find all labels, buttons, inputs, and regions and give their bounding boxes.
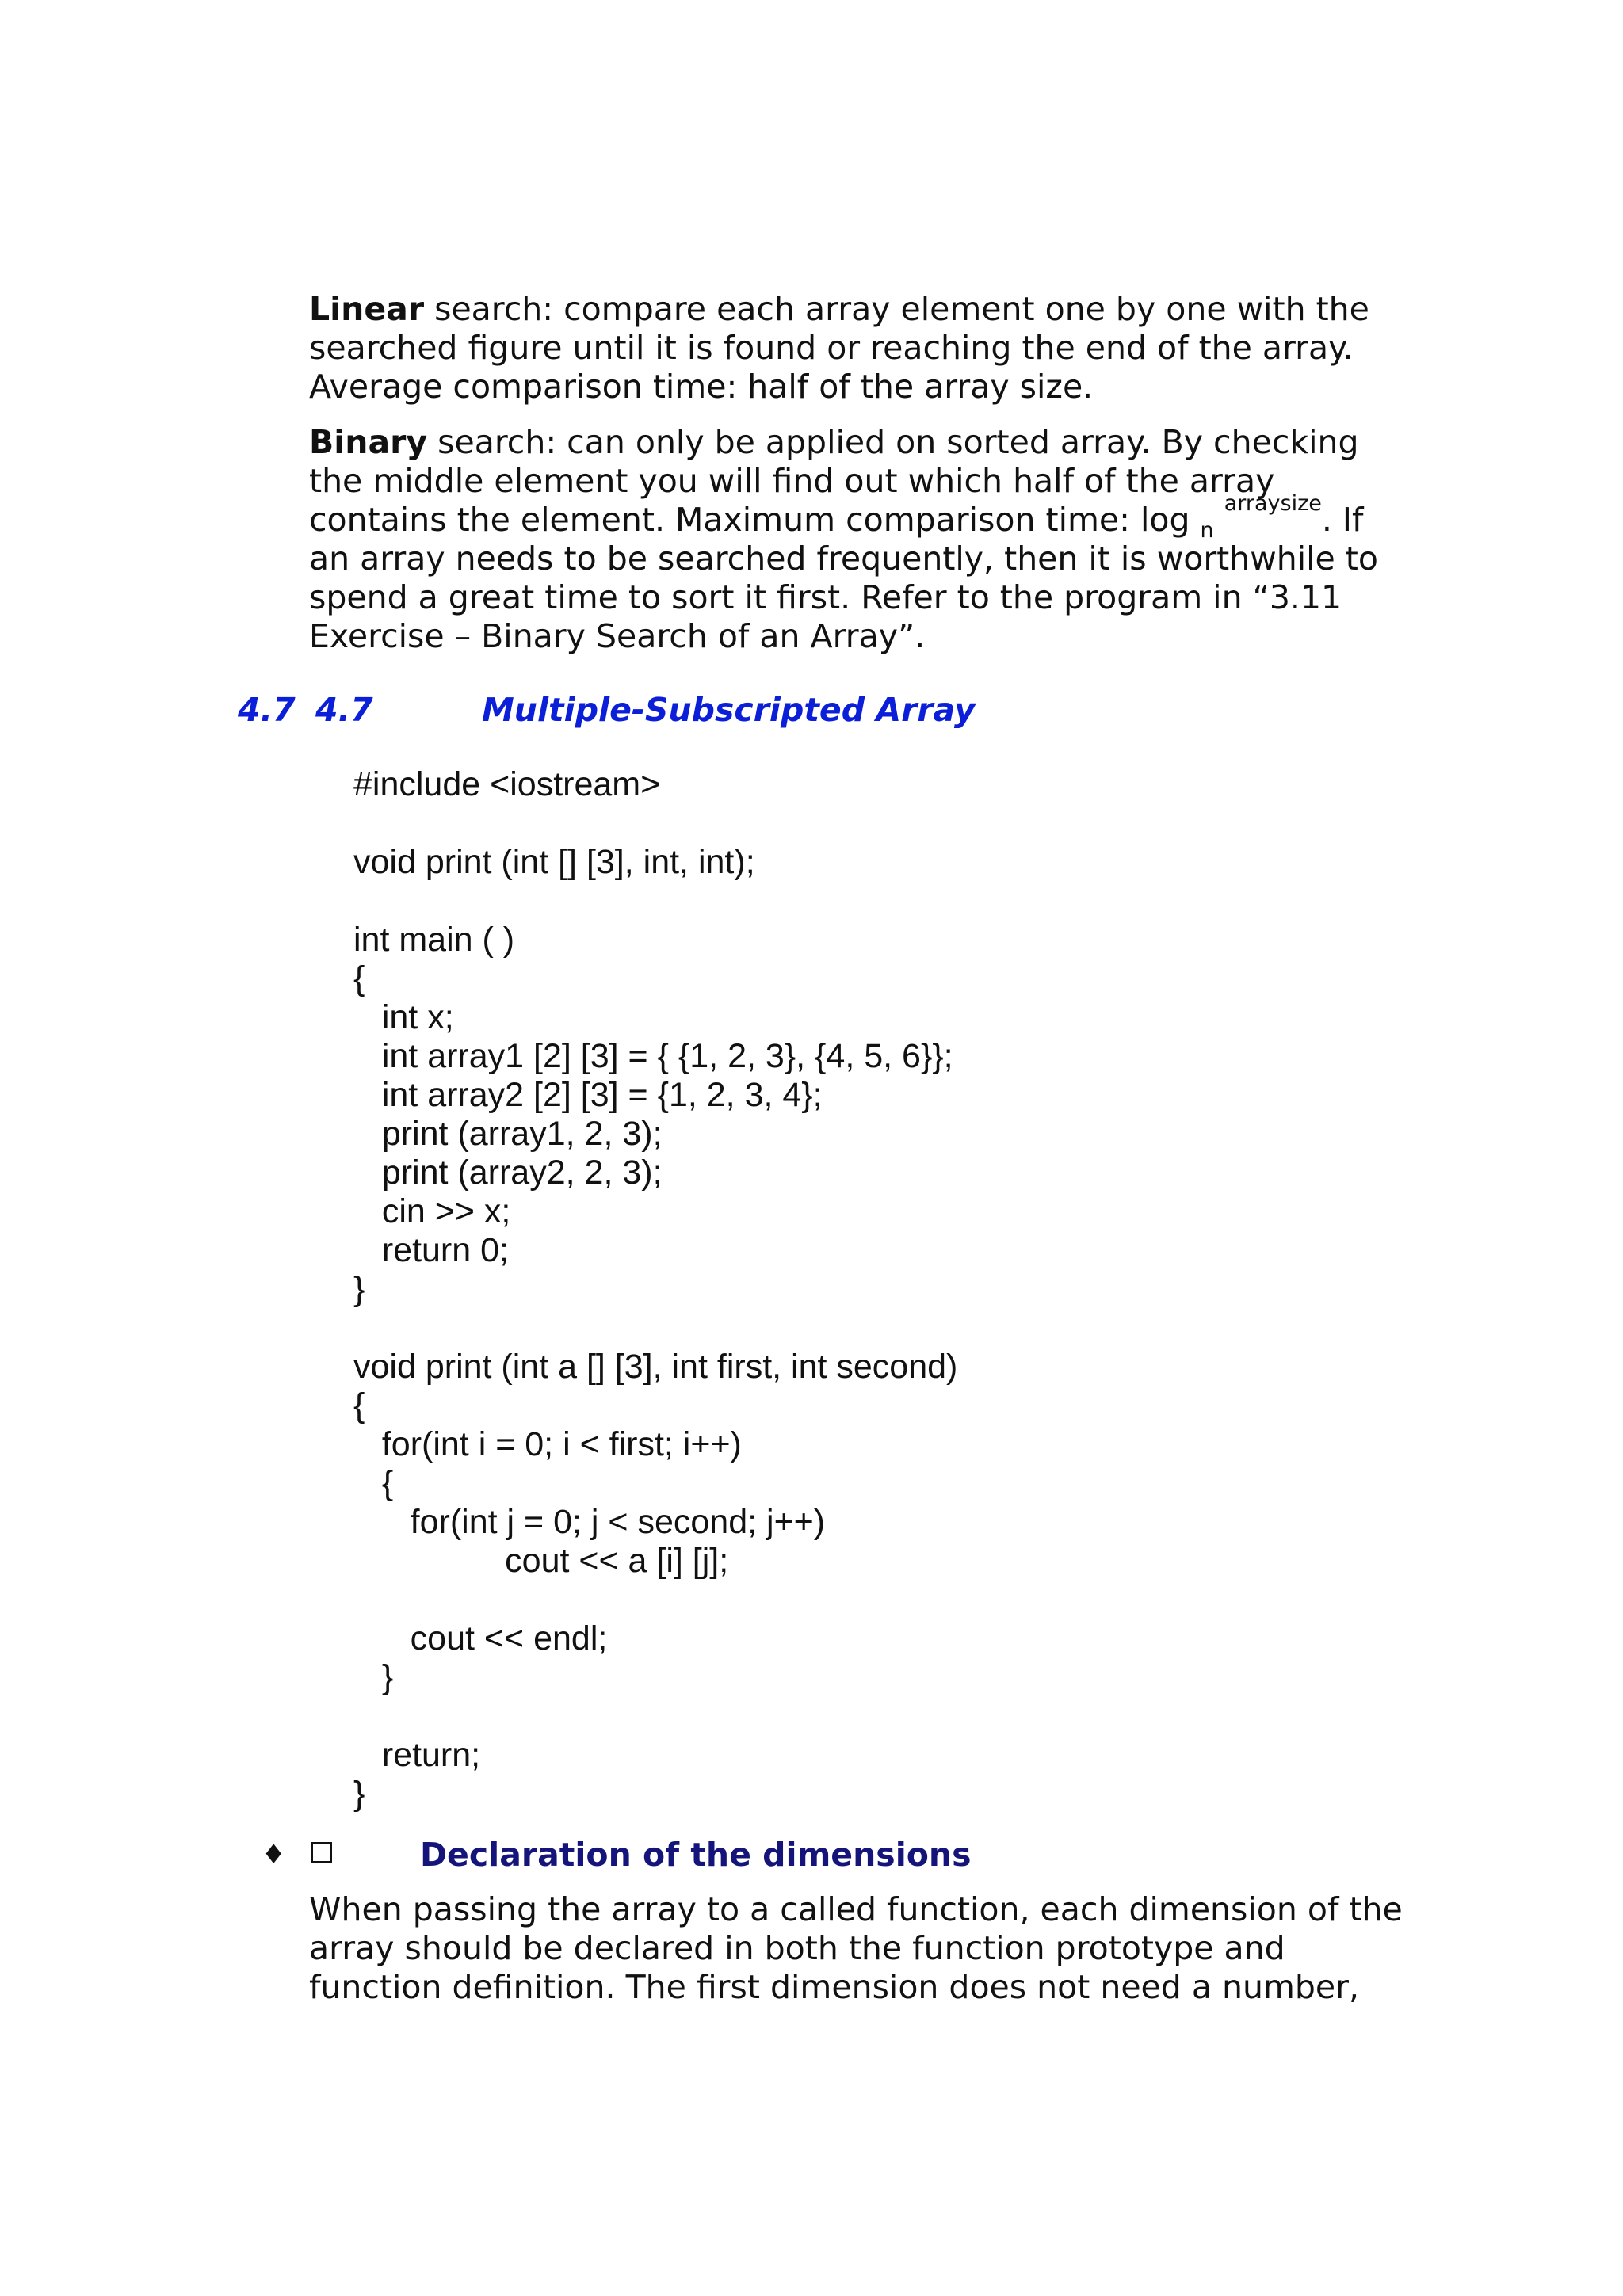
code-line: {: [353, 959, 365, 997]
code-line: }: [353, 1270, 365, 1308]
code-line: int array1 [2] [3] = { {1, 2, 3}, {4, 5, 6}};: [353, 1037, 953, 1075]
code-line: cout << endl;: [353, 1619, 608, 1657]
code-line: void print (int a [] [3], int first, int second): [353, 1348, 958, 1386]
code-line: }: [353, 1775, 365, 1813]
binary-text-1: search: can only be applied on sorted array. By checking the middle element you will find out which half of the array contains the element. Maximum comparison time: log: [309, 423, 1359, 539]
linear-term: Linear: [309, 290, 425, 328]
code-line: print (array2, 2, 3);: [353, 1154, 663, 1192]
code-line: return 0;: [353, 1231, 509, 1269]
code-line: int main ( ): [353, 921, 515, 959]
subsection-title: Declaration of the dimensions: [420, 1836, 972, 1874]
section-number-2: 4.7: [315, 691, 373, 729]
linear-text: search: compare each array element one by one with the searched figure until it is found or reaching the end of the array. Average comparison time: half of the array size.: [309, 290, 1369, 406]
binary-search-paragraph: [309, 423, 1411, 656]
code-line: }: [353, 1658, 394, 1696]
code-line: {: [353, 1386, 365, 1425]
section-heading: [238, 686, 1426, 734]
linear-search-paragraph: [309, 290, 1411, 406]
code-line: void print (int [] [3], int, int);: [353, 843, 755, 881]
code-line: cin >> x;: [353, 1192, 511, 1230]
section-title: Multiple-Subscripted Array: [482, 691, 976, 729]
binary-term: Binary: [309, 423, 428, 461]
code-line: int x;: [353, 998, 454, 1036]
log-exponent: arraysize: [1224, 491, 1322, 516]
code-line: for(int i = 0; i < first; i++): [353, 1425, 742, 1463]
section-number-1: 4.7: [238, 691, 296, 729]
code-line: #include <iostream>: [353, 765, 661, 803]
subsection-heading: [262, 1833, 1450, 1877]
code-line: cout << a [i] [j];: [353, 1542, 729, 1580]
dimensions-text: When passing the array to a called function, each dimension of the array should be declared in both the function prototype and function definition. The first dimension does not need a number,: [309, 1890, 1403, 2006]
code-line: for(int j = 0; j < second; j++): [353, 1503, 826, 1541]
log-base: n: [1200, 518, 1214, 543]
dimensions-paragraph: [309, 1890, 1411, 2007]
code-line: return;: [353, 1736, 481, 1774]
code-line: {: [353, 1464, 394, 1502]
diamond-bullet-icon: ♦: [262, 1839, 286, 1871]
code-line: print (array1, 2, 3);: [353, 1115, 663, 1153]
code-line: int array2 [2] [3] = {1, 2, 3, 4};: [353, 1076, 823, 1114]
checkbox-square-icon: [311, 1842, 332, 1863]
binary-text-2: . If an array needs to be searched frequently, then it is worthwhile to spend a great time to sort it first. Refer to the program in “3.11 Exercise – Binary Search of an Array”.: [309, 501, 1378, 655]
